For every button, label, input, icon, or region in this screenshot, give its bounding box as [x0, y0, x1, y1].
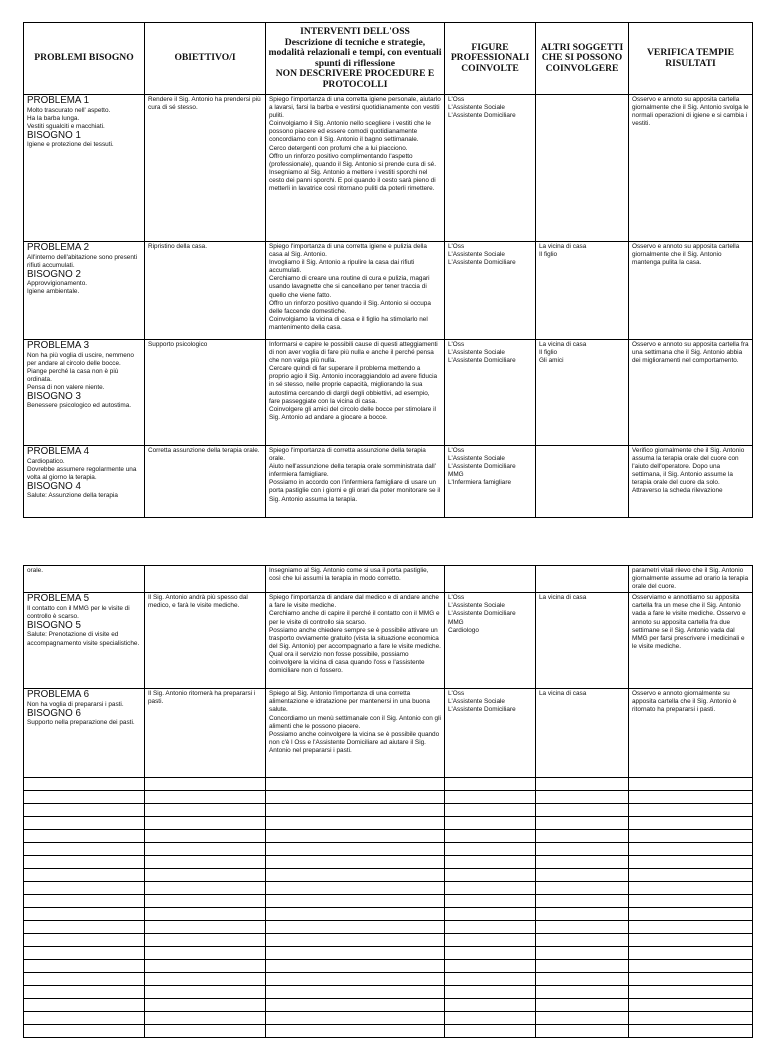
intervention-text: Possiamo anche coinvolgere la vicina se è possibile quando non c'è l Oss e l'Assistente Domiciliare ad aiutare il Sig. Antonio nel prepararsi i pasti. — [269, 730, 440, 754]
problem-cell — [24, 242, 145, 340]
empty-cell — [145, 869, 266, 882]
empty-row — [24, 856, 753, 869]
empty-cell — [145, 960, 266, 973]
empty-cell — [629, 934, 753, 947]
professionals-cell — [445, 446, 536, 518]
professionals-cell — [445, 95, 536, 242]
empty-cell — [266, 817, 445, 830]
empty-cell — [445, 960, 536, 973]
need-title: BISOGNO 3 — [27, 390, 81, 402]
empty-cell — [266, 1025, 445, 1038]
intervention-text: Spiego l'importanza di una corretta igiene e pulizia della casa al Sig. Antonio. — [269, 243, 427, 259]
intervention-text: Spiego l'importanza di andare dal medico e di andare anche a fare le visite mediche. — [269, 594, 439, 610]
empty-cell — [445, 817, 536, 830]
empty-cell — [145, 843, 266, 856]
empty-cell — [266, 960, 445, 973]
empty-row — [24, 973, 753, 986]
other-subjects-cell — [536, 340, 629, 446]
table-row — [24, 593, 753, 689]
empty-cell — [24, 999, 145, 1012]
empty-cell — [266, 999, 445, 1012]
other-subject-item: La vicina di casa — [539, 341, 587, 348]
empty-cell — [536, 999, 629, 1012]
objective-cell: Rendere il Sig. Antonio ha prendersi più cura di sé stesso. — [145, 95, 266, 242]
professional-item: L'Assistente Sociale — [448, 349, 505, 357]
table-row — [24, 446, 753, 518]
professional-item: L'Oss — [448, 447, 465, 454]
empty-cell — [629, 921, 753, 934]
empty-cell — [629, 856, 753, 869]
table-body-page2 — [24, 566, 753, 1038]
empty-cell — [536, 882, 629, 895]
need-text: Supporto nella preparazione dei pasti. — [27, 719, 135, 727]
verification-cell: Osservo e annoto giornalmente su apposita cartella che il Sig. Antonio è ritornato ha prepararsi i pasti. — [629, 689, 753, 778]
professional-item: L'Oss — [448, 341, 465, 348]
problem-title: PROBLEMA 5 — [27, 593, 90, 605]
professional-item: MMG — [448, 471, 464, 479]
empty-cell — [629, 947, 753, 960]
professional-item: L'Oss — [448, 243, 465, 250]
empty-cell — [145, 804, 266, 817]
empty-cell — [24, 1025, 145, 1038]
empty-cell — [145, 778, 266, 791]
header-problemi-bisogno: PROBLEMI BISOGNO — [24, 23, 145, 95]
empty-row — [24, 947, 753, 960]
empty-cell — [445, 934, 536, 947]
professional-item: MMG — [448, 618, 464, 626]
empty-row — [24, 895, 753, 908]
empty-cell — [24, 934, 145, 947]
empty-row — [24, 791, 753, 804]
empty-cell — [145, 934, 266, 947]
empty-cell — [266, 843, 445, 856]
need-title: BISOGNO 6 — [27, 707, 81, 719]
empty-cell — [145, 1012, 266, 1025]
empty-cell — [629, 869, 753, 882]
empty-cell — [536, 973, 629, 986]
need-text: Igiene ambientale. — [27, 288, 80, 296]
empty-cell — [24, 960, 145, 973]
intervention-text: Offro un rinforzo positivo quando il Sig. Antonio si occupa delle faccende domestiche. — [269, 299, 431, 315]
empty-cell — [24, 882, 145, 895]
objective-cell: Corretta assunzione della terapia orale. — [145, 446, 266, 518]
verification-cell: Verifico giornalmente che il Sig. Antonio assuma la terapia orale del cuore con l'aiuto dell'operatore. Dopo una settimana, il Sig. Antonio assume la terapia orale del cuore da solo. Attraverso la scheda rilevazione — [629, 446, 753, 518]
table-row — [24, 566, 753, 593]
interventions-cell — [266, 566, 445, 593]
empty-cell — [445, 921, 536, 934]
intervention-text: Coinvolgere gli amici del circolo delle bocce per stimolare il Sig. Antonio ad andare a giocare a bocce. — [269, 405, 436, 421]
empty-cell — [629, 999, 753, 1012]
empty-cell — [24, 895, 145, 908]
empty-cell — [266, 973, 445, 986]
empty-cell — [266, 1012, 445, 1025]
interventions-cell — [266, 242, 445, 340]
intervention-text: Informarsi e capire le possibili cause di questi atteggiamenti di non aver voglia di fare più nulla e anche il perché pensa che non valga più nulla. — [269, 341, 438, 365]
care-plan-table-page1 — [23, 22, 753, 518]
empty-cell — [266, 830, 445, 843]
empty-cell — [629, 830, 753, 843]
empty-cell — [445, 986, 536, 999]
empty-cell — [145, 882, 266, 895]
intervention-text: Spiego l'importanza di corretta assunzione della terapia orale. — [269, 447, 426, 463]
problem-text: Vestiti sgualciti e macchiati. — [27, 122, 105, 130]
empty-cell — [24, 986, 145, 999]
problem-text: All'interno dell'abitazione sono presenti rifiuti accumulati. — [27, 253, 138, 269]
empty-cell — [629, 817, 753, 830]
professional-item: Cardiologo — [448, 626, 479, 634]
objective-cell — [145, 566, 266, 593]
empty-cell — [445, 947, 536, 960]
other-subject-item: Il figlio — [539, 251, 558, 259]
intervention-text: Insegniamo al Sig. Antonio come si usa il porta pastiglie, così che lui assumi la terapia in modo corretto. — [269, 567, 429, 583]
need-text: Salute: Prenotazione di visite ed accompagnamento visite specialistiche. — [27, 631, 140, 647]
professional-item: L'Infermiera famigliare — [448, 479, 512, 487]
verification-cell: parametri vitali rilevo che il Sig. Antonio giornalmente assume ad orario la terapia orale del cuore. — [629, 566, 753, 593]
empty-cell — [536, 1012, 629, 1025]
intervention-text: Possiamo in accordo con l'infermiera famigliare di usare un porta pastiglie con i giorni e gli orari da poter monitorare se il Sig. Antonio assuma la terapia. — [269, 479, 441, 503]
professional-item: L'Assistente Sociale — [448, 251, 505, 259]
intervention-text: Offro un rinforzo positivo complimentando l'aspetto (professionale), quando il Sig. Antonio si prende cura di sé. — [269, 152, 436, 168]
professional-item: L'Assistente Domiciliare — [448, 259, 516, 267]
objective-cell: Ripristino della casa. — [145, 242, 266, 340]
empty-cell — [445, 856, 536, 869]
empty-cell — [629, 986, 753, 999]
professional-item: L'Assistente Domiciliare — [448, 463, 516, 471]
empty-cell — [445, 895, 536, 908]
empty-cell — [24, 921, 145, 934]
professional-item: L'Assistente Domiciliare — [448, 706, 516, 714]
empty-cell — [145, 791, 266, 804]
need-title: BISOGNO 5 — [27, 619, 81, 631]
empty-cell — [145, 999, 266, 1012]
intervention-text: Insegniamo al Sig. Antonio a mettere i vestiti sporchi nel cesto dei panni sporchi. E poi quando il cesto sarà pieno di metterli in lavatrice così ritornano puliti da poterli rimettere. — [269, 168, 436, 193]
professional-item: L'Assistente Sociale — [448, 602, 505, 610]
interventions-cell — [266, 446, 445, 518]
professionals-cell — [445, 242, 536, 340]
need-text: Approvvigionamento. — [27, 280, 88, 288]
care-plan-table-page2 — [23, 565, 753, 1038]
problem-text: Molto trascurato nell' aspetto. — [27, 106, 111, 114]
empty-row — [24, 869, 753, 882]
empty-cell — [145, 947, 266, 960]
empty-cell — [536, 960, 629, 973]
objective-cell: Il Sig. Antonio ritornerà ha prepararsi i pasti. — [145, 689, 266, 778]
empty-row — [24, 1012, 753, 1025]
other-subject-item: La vicina di casa — [539, 243, 587, 250]
problem-title: PROBLEMA 3 — [27, 340, 90, 351]
professional-item: L'Oss — [448, 594, 465, 602]
empty-cell — [629, 882, 753, 895]
table-row — [24, 340, 753, 446]
problem-text: Non ha voglia di prepararsi i pasti. — [27, 700, 124, 708]
verification-cell: Osservo e annoto su apposita cartella fra una settimana che il Sig. Antonio abbia dei miglioramenti nel comportamento. — [629, 340, 753, 446]
empty-cell — [536, 908, 629, 921]
problem-text: Il contatto con il MMG per le visite di controllo è scarso. — [27, 604, 130, 620]
empty-cell — [629, 778, 753, 791]
empty-cell — [266, 934, 445, 947]
professional-item: L'Oss — [448, 96, 465, 103]
problem-cell — [24, 95, 145, 242]
empty-cell — [629, 973, 753, 986]
empty-cell — [629, 960, 753, 973]
other-subject-item: Il figlio — [539, 349, 558, 357]
empty-cell — [24, 973, 145, 986]
empty-cell — [445, 973, 536, 986]
other-subjects-cell — [536, 446, 629, 518]
table-row — [24, 689, 753, 778]
empty-cell — [536, 895, 629, 908]
empty-row — [24, 921, 753, 934]
need-text: Benessere psicologico ed autostima. — [27, 402, 132, 410]
problem-text: Piange perché la casa non è più ordinata. — [27, 367, 119, 383]
empty-cell — [536, 791, 629, 804]
verification-cell: Osserviamo e annottiamo su apposita cartella fra un mese che il Sig. Antonio vada a fare le visite mediche. Osservo e annoto su apposita cartella fra due settimane se il Sig. Antonio vada dal MMG per farsi prescrivere i medicinali e le visite mediche. — [629, 593, 753, 689]
empty-cell — [266, 908, 445, 921]
problem-text: Cardiopatico. — [27, 457, 65, 465]
empty-cell — [24, 1012, 145, 1025]
empty-cell — [145, 973, 266, 986]
empty-cell — [24, 908, 145, 921]
empty-cell — [536, 1025, 629, 1038]
empty-cell — [24, 791, 145, 804]
interventions-cell — [266, 689, 445, 778]
empty-cell — [266, 882, 445, 895]
header-interventi — [266, 23, 445, 95]
header-interventi-line: NON DESCRIVERE PROCEDURE E PROTOCOLLI — [275, 68, 435, 90]
header-figure-professionali: FIGURE PROFESSIONALI COINVOLTE — [445, 23, 536, 95]
empty-cell — [445, 882, 536, 895]
intervention-text: Cerchiamo anche di capire il perché il contatto con il MMG e per le visite di controllo sia scarso. — [269, 610, 440, 626]
empty-cell — [445, 791, 536, 804]
empty-row — [24, 908, 753, 921]
empty-row — [24, 999, 753, 1012]
professional-item: L'Assistente Domiciliare — [448, 112, 516, 120]
empty-cell — [24, 869, 145, 882]
need-text: Igiene e protezione dei tessuti. — [27, 141, 114, 149]
empty-cell — [445, 869, 536, 882]
empty-row — [24, 1025, 753, 1038]
interventions-cell — [266, 95, 445, 242]
need-title: BISOGNO 1 — [27, 129, 81, 141]
intervention-text: Invogliamo il Sig. Antonio a ripulire la casa dai rifiuti accumulati. — [269, 259, 415, 275]
empty-cell — [629, 804, 753, 817]
other-subjects-cell — [536, 566, 629, 593]
other-subject-item: La vicina di casa — [539, 594, 587, 602]
other-subject-item: La vicina di casa — [539, 690, 587, 698]
other-subjects-cell — [536, 689, 629, 778]
intervention-text: Coinvolgiamo la vicina di casa e il figlio ha stimolarlo nel mantenimento della casa. — [269, 315, 428, 331]
intervention-text: Qual ora il servizio non fosse possibile, possiamo coinvolgere la vicina di casa quando l'oss e l'assistente domiciliare non ci fossero. — [269, 650, 425, 675]
empty-row — [24, 830, 753, 843]
header-altri-soggetti: ALTRI SOGGETTI CHE SI POSSONO COINVOLGERE — [536, 23, 629, 95]
empty-cell — [536, 921, 629, 934]
empty-cell — [145, 895, 266, 908]
empty-cell — [629, 895, 753, 908]
empty-cell — [445, 843, 536, 856]
empty-cell — [536, 947, 629, 960]
intervention-text: Spiego al Sig. Antonio l'importanza di una corretta alimentazione e idratazione per mantenersi in una buona salute. — [269, 690, 430, 714]
professional-item: L'Assistente Domiciliare — [448, 357, 516, 365]
empty-cell — [445, 999, 536, 1012]
professionals-cell — [445, 593, 536, 689]
professional-item: L'Assistente Sociale — [448, 104, 505, 112]
empty-cell — [266, 921, 445, 934]
other-subjects-cell — [536, 95, 629, 242]
empty-cell — [145, 830, 266, 843]
problem-cell — [24, 566, 145, 593]
intervention-text: Cercare quindi di far superare il problema mettendo a proprio agio il Sig. Antonio incoraggiandolo ad avere fiducia in sé stesso, nelle proprie capacità, migliorando la sua autostima cercando di dargli degli obbiettivi, ad esempio, fare passeggiate con la vicina di casa. — [269, 365, 438, 405]
empty-cell — [629, 1012, 753, 1025]
professionals-cell — [445, 340, 536, 446]
problem-text: Dovrebbe assumere regolarmente una volta al giorno la terapia. — [27, 465, 137, 481]
empty-cell — [24, 804, 145, 817]
empty-cell — [536, 830, 629, 843]
empty-cell — [266, 869, 445, 882]
empty-cell — [24, 843, 145, 856]
empty-cell — [536, 856, 629, 869]
empty-cell — [266, 791, 445, 804]
empty-row — [24, 960, 753, 973]
problem-title: PROBLEMA 6 — [27, 689, 90, 701]
empty-row — [24, 986, 753, 999]
empty-cell — [536, 817, 629, 830]
empty-cell — [445, 1012, 536, 1025]
empty-cell — [445, 908, 536, 921]
table-body-page1 — [24, 95, 753, 518]
professional-item: L'Assistente Sociale — [448, 455, 505, 463]
empty-cell — [24, 817, 145, 830]
intervention-text: Possiamo anche chiedere sempre se è possibile attivare un trasporto ovviamente gratuito (vista la situazione economica del Sig. Antonio) per accompagnarlo a fare le visite mediche. — [269, 626, 441, 650]
empty-row — [24, 817, 753, 830]
empty-cell — [536, 804, 629, 817]
intervention-text: Coinvolgiamo il Sig. Antonio nello scegliere i vestiti che le possono piacere ed essere comodi quotidianamente concordiamo con il Sig. Antonio il bagno settimanale. — [269, 120, 431, 144]
intervention-text: Spiego l'importanza di una corretta igiene personale, aiutarlo a lavarsi, farsi la barba e vestirsi quotidianamente con vestiti puliti. — [269, 96, 441, 120]
empty-row — [24, 804, 753, 817]
empty-cell — [536, 986, 629, 999]
interventions-cell — [266, 340, 445, 446]
professional-item: L'Assistente Sociale — [448, 698, 505, 706]
need-title: BISOGNO 2 — [27, 268, 81, 280]
objective-cell: Supporto psicologico — [145, 340, 266, 446]
intervention-text: Aiuto nell'assunzione della terapia orale somministrata dall' infermiera famigliare. — [269, 463, 436, 479]
problem-text: Ha la barba lunga. — [27, 114, 80, 122]
empty-cell — [266, 804, 445, 817]
empty-cell — [24, 947, 145, 960]
empty-row — [24, 778, 753, 791]
other-subject-item: Gli amici — [539, 357, 564, 365]
empty-cell — [629, 1025, 753, 1038]
professionals-cell — [445, 689, 536, 778]
verification-cell: Osservo e annoto su apposita cartella giornalmente che il Sig. Antonio mantenga pulita la casa. — [629, 242, 753, 340]
empty-cell — [145, 1025, 266, 1038]
empty-cell — [145, 817, 266, 830]
empty-row — [24, 934, 753, 947]
other-subjects-cell — [536, 242, 629, 340]
empty-cell — [24, 778, 145, 791]
problem-cell — [24, 340, 145, 446]
intervention-text: Cerco detergenti con profumi che a lui piacciono. — [269, 144, 408, 152]
professionals-cell — [445, 566, 536, 593]
empty-cell — [629, 908, 753, 921]
need-title: BISOGNO 4 — [27, 480, 81, 492]
empty-cell — [145, 986, 266, 999]
problem-text: orale. — [27, 567, 43, 574]
problem-cell — [24, 689, 145, 778]
interventions-cell — [266, 593, 445, 689]
objective-cell: Il Sig. Antonio andrà più spesso dal medico, e farà le visite mediche. — [145, 593, 266, 689]
empty-cell — [536, 778, 629, 791]
intervention-text: Concordiamo un menù settimanale con il Sig. Antonio con gli alimenti che le possono piacere. — [269, 714, 441, 730]
empty-cell — [266, 895, 445, 908]
empty-cell — [145, 856, 266, 869]
intervention-text: Cerchiamo di creare una routine di cura e pulizia, magari usando lavagnette che si cancellano per tener traccia di quello che viene fatto. — [269, 275, 430, 299]
empty-cell — [24, 856, 145, 869]
empty-cell — [145, 921, 266, 934]
empty-cell — [445, 1025, 536, 1038]
empty-cell — [24, 830, 145, 843]
header-verifica: VERIFICA TEMPIE RISULTATI — [629, 23, 753, 95]
problem-text: Non ha più voglia di uscire, nemmeno per andare al circolo delle bocce. — [27, 351, 134, 367]
empty-cell — [629, 791, 753, 804]
empty-cell — [266, 778, 445, 791]
empty-cell — [445, 778, 536, 791]
problem-cell — [24, 593, 145, 689]
empty-cell — [536, 843, 629, 856]
empty-cell — [536, 934, 629, 947]
empty-cell — [145, 908, 266, 921]
empty-cell — [266, 947, 445, 960]
header-obiettivo: OBIETTIVO/I — [145, 23, 266, 95]
problem-title: PROBLEMA 1 — [27, 95, 90, 106]
other-subjects-cell — [536, 593, 629, 689]
empty-row — [24, 882, 753, 895]
problem-text: Pensa di non valere niente. — [27, 383, 105, 391]
empty-cell — [629, 843, 753, 856]
need-text: Salute: Assunzione della terapia — [27, 492, 118, 500]
empty-cell — [266, 856, 445, 869]
header-interventi-line: INTERVENTI DELL'OSS — [300, 26, 410, 37]
empty-cell — [445, 804, 536, 817]
empty-row — [24, 843, 753, 856]
verification-cell: Osservo e annoto su apposita cartella giornalmente che il Sig. Antonio svolga le normali operazioni di igiene e si cambia i vestiti. — [629, 95, 753, 242]
header-interventi-line: Descrizione di tecniche e strategie, modalità relazionali e tempi, con eventuali spunti di riflessione — [268, 36, 442, 69]
problem-cell — [24, 446, 145, 518]
empty-cell — [445, 830, 536, 843]
table-row — [24, 242, 753, 340]
professional-item: L'Oss — [448, 690, 465, 698]
problem-title: PROBLEMA 4 — [27, 446, 90, 457]
empty-cell — [536, 869, 629, 882]
empty-cell — [266, 986, 445, 999]
problem-title: PROBLEMA 2 — [27, 242, 90, 253]
professional-item: L'Assistente Domiciliare — [448, 610, 516, 618]
table-row — [24, 95, 753, 242]
